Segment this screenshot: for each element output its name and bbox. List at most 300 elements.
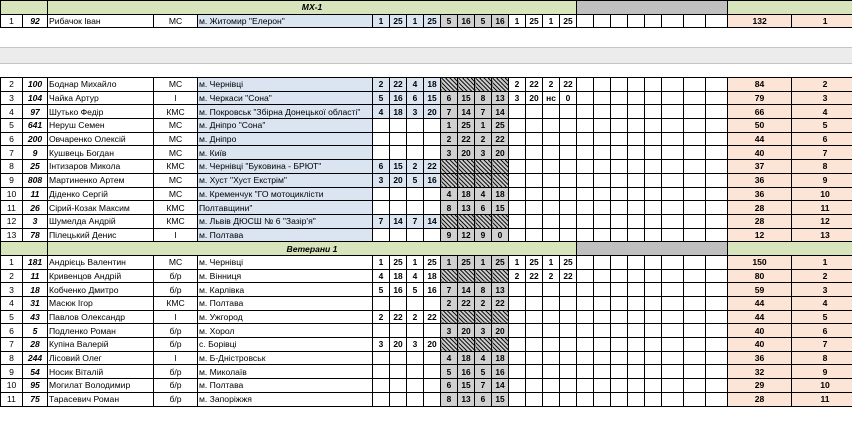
race1-cell [373, 324, 390, 338]
empty-cell [645, 160, 662, 174]
empty-cell [577, 187, 594, 201]
empty-cell [628, 173, 645, 187]
place-cell: 9 [792, 365, 852, 379]
empty-cell [706, 214, 728, 228]
place-cell: 6 [792, 324, 852, 338]
total-points-cell: 150 [728, 255, 792, 269]
bib-number-cell: 808 [23, 173, 48, 187]
race2-cell: 16 [492, 14, 509, 28]
empty-cell [628, 78, 645, 92]
empty-cell [628, 379, 645, 393]
table-row [1, 283, 852, 297]
race1-cell: 7 [373, 214, 390, 228]
empty-cell [684, 132, 706, 146]
race2-cell: 25 [492, 255, 509, 269]
empty-cell [662, 160, 684, 174]
race2-cell: 3 [475, 324, 492, 338]
race2-cell: 20 [492, 146, 509, 160]
rider-name-cell: Андрієць Валентин [48, 255, 154, 269]
place-cell: 10 [792, 187, 852, 201]
empty-cell [684, 187, 706, 201]
empty-cell [645, 324, 662, 338]
empty-cell [706, 351, 728, 365]
empty-cell [594, 78, 611, 92]
bib-number-cell: 641 [23, 119, 48, 133]
empty-cell [594, 310, 611, 324]
race3-cell: 22 [560, 269, 577, 283]
race2-cell [492, 338, 509, 352]
race2-cell: 13 [458, 392, 475, 406]
race3-cell [526, 119, 543, 133]
race3-cell [526, 324, 543, 338]
race2-cell: 18 [492, 187, 509, 201]
empty-cell [684, 78, 706, 92]
empty-cell [594, 119, 611, 133]
empty-cell [662, 351, 684, 365]
place-cell: 7 [792, 338, 852, 352]
row-number-cell: 6 [1, 132, 23, 146]
empty-cell [577, 324, 594, 338]
bib-number-cell: 26 [23, 201, 48, 215]
empty-cell [662, 91, 684, 105]
empty-cell [645, 187, 662, 201]
rider-name-cell: Неруш Семен [48, 119, 154, 133]
race1-cell [373, 379, 390, 393]
section-cell [728, 242, 852, 256]
race3-cell [560, 283, 577, 297]
rider-name-cell: Інтизаров Микола [48, 160, 154, 174]
row-number-cell: 4 [1, 297, 23, 311]
empty-cell [611, 132, 628, 146]
empty-cell [645, 105, 662, 119]
empty-cell [594, 297, 611, 311]
table-row [1, 338, 852, 352]
bib-number-cell: 31 [23, 297, 48, 311]
race2-cell: 22 [458, 297, 475, 311]
bib-number-cell: 92 [23, 14, 48, 28]
empty-cell [594, 146, 611, 160]
city-cell: м. Дніпро "Сона" [198, 119, 373, 133]
bib-number-cell: 78 [23, 228, 48, 242]
empty-cell [611, 214, 628, 228]
city-cell: м. Вінниця [198, 269, 373, 283]
rider-name-cell: Чайка Артур [48, 91, 154, 105]
race3-cell [526, 105, 543, 119]
city-cell: м. Житомир "Елерон" [198, 14, 373, 28]
row-number-cell: 11 [1, 201, 23, 215]
race1-cell: 25 [424, 255, 441, 269]
empty-cell [628, 14, 645, 28]
empty-cell [662, 132, 684, 146]
city-cell: м. Полтава [198, 228, 373, 242]
empty-cell [706, 91, 728, 105]
race2-cell [441, 173, 458, 187]
race1-cell: 25 [424, 14, 441, 28]
race2-cell: 4 [475, 351, 492, 365]
race1-cell: 1 [407, 255, 424, 269]
rank-cell: МС [154, 187, 198, 201]
race1-cell [373, 146, 390, 160]
race1-cell [424, 392, 441, 406]
empty-cell [577, 91, 594, 105]
race1-cell [373, 365, 390, 379]
race1-cell: 20 [424, 105, 441, 119]
race1-cell: 6 [373, 160, 390, 174]
city-cell: м. Хорол [198, 324, 373, 338]
rider-name-cell: Діденко Сергій [48, 187, 154, 201]
rank-cell: б/р [154, 392, 198, 406]
empty-cell [594, 173, 611, 187]
empty-cell [662, 146, 684, 160]
race3-cell: 25 [526, 255, 543, 269]
race1-cell [407, 132, 424, 146]
race3-cell: 2 [509, 78, 526, 92]
row-number-cell: 2 [1, 269, 23, 283]
total-points-cell: 36 [728, 173, 792, 187]
race1-cell: 18 [390, 105, 407, 119]
race1-cell: 15 [390, 160, 407, 174]
empty-cell [577, 365, 594, 379]
race1-cell [424, 119, 441, 133]
empty-cell [645, 173, 662, 187]
empty-cell [594, 105, 611, 119]
rider-name-cell: Подленко Роман [48, 324, 154, 338]
empty-cell [645, 14, 662, 28]
race2-cell: 18 [492, 351, 509, 365]
race1-cell [390, 324, 407, 338]
empty-cell [645, 283, 662, 297]
race3-cell: 2 [543, 78, 560, 92]
race3-cell [526, 214, 543, 228]
empty-cell [684, 160, 706, 174]
row-number-cell: 5 [1, 310, 23, 324]
race3-cell [560, 228, 577, 242]
empty-cell [628, 324, 645, 338]
city-cell: с. Борівці [198, 338, 373, 352]
race1-cell: 2 [373, 78, 390, 92]
bib-number-cell: 75 [23, 392, 48, 406]
race1-cell [390, 297, 407, 311]
total-points-cell: 44 [728, 297, 792, 311]
empty-cell [684, 255, 706, 269]
race3-cell: 1 [543, 255, 560, 269]
empty-cell [628, 255, 645, 269]
total-points-cell: 32 [728, 365, 792, 379]
row-number-cell: 7 [1, 338, 23, 352]
race1-cell [424, 132, 441, 146]
race3-cell [560, 392, 577, 406]
city-cell: м. Полтава [198, 297, 373, 311]
empty-cell [611, 14, 628, 28]
total-points-cell: 40 [728, 338, 792, 352]
race2-cell: 3 [441, 146, 458, 160]
race3-cell [560, 365, 577, 379]
race1-cell [407, 146, 424, 160]
total-points-cell: 50 [728, 119, 792, 133]
race1-cell [390, 379, 407, 393]
empty-cell [662, 173, 684, 187]
race2-cell [475, 310, 492, 324]
race3-cell [560, 146, 577, 160]
race2-cell: 6 [441, 91, 458, 105]
empty-cell [706, 173, 728, 187]
race3-cell: 22 [526, 78, 543, 92]
race3-cell [560, 351, 577, 365]
race2-cell [441, 338, 458, 352]
empty-cell [577, 14, 594, 28]
race3-cell [543, 297, 560, 311]
race1-cell [407, 297, 424, 311]
race2-cell [458, 160, 475, 174]
bib-number-cell: 11 [23, 269, 48, 283]
empty-cell [662, 310, 684, 324]
total-points-cell: 44 [728, 310, 792, 324]
empty-cell [577, 132, 594, 146]
empty-cell [594, 324, 611, 338]
race1-cell: 7 [407, 214, 424, 228]
bib-number-cell: 181 [23, 255, 48, 269]
bib-number-cell: 25 [23, 160, 48, 174]
rider-name-cell: Могилат Володимир [48, 379, 154, 393]
race3-cell: нс [543, 91, 560, 105]
race3-cell [543, 160, 560, 174]
race1-cell [390, 187, 407, 201]
empty-cell [577, 78, 594, 92]
race1-cell: 4 [373, 105, 390, 119]
race1-cell [424, 324, 441, 338]
row-number-cell: 3 [1, 91, 23, 105]
race1-cell [424, 146, 441, 160]
empty-cell [611, 338, 628, 352]
race1-cell [407, 392, 424, 406]
empty-cell [611, 283, 628, 297]
empty-cell [645, 269, 662, 283]
rank-cell: б/р [154, 269, 198, 283]
race1-cell [407, 201, 424, 215]
empty-cell [577, 105, 594, 119]
city-cell: м. Черкаси "Сона" [198, 91, 373, 105]
bib-number-cell: 244 [23, 351, 48, 365]
empty-cell [662, 392, 684, 406]
race1-cell: 18 [424, 269, 441, 283]
table-row [1, 379, 852, 393]
empty-cell [594, 187, 611, 201]
race2-cell: 15 [458, 91, 475, 105]
race2-cell [458, 269, 475, 283]
place-cell: 6 [792, 132, 852, 146]
rank-cell: МС [154, 255, 198, 269]
race1-cell: 25 [390, 255, 407, 269]
empty-cell [628, 365, 645, 379]
total-points-cell: 66 [728, 105, 792, 119]
race2-cell: 6 [475, 392, 492, 406]
race1-cell [424, 297, 441, 311]
race1-cell [424, 379, 441, 393]
city-cell: м. Чернівці [198, 255, 373, 269]
race3-cell [509, 214, 526, 228]
empty-cell [662, 365, 684, 379]
race3-cell [543, 365, 560, 379]
race2-cell: 8 [441, 201, 458, 215]
empty-cell [594, 283, 611, 297]
race3-cell [560, 173, 577, 187]
empty-cell [611, 310, 628, 324]
empty-cell [594, 91, 611, 105]
total-points-cell: 59 [728, 283, 792, 297]
race1-cell: 5 [373, 91, 390, 105]
race1-cell [390, 351, 407, 365]
race1-cell [390, 201, 407, 215]
empty-cell [684, 379, 706, 393]
place-cell: 2 [792, 78, 852, 92]
empty-cell [628, 119, 645, 133]
rank-cell: КМС [154, 297, 198, 311]
race3-cell [543, 187, 560, 201]
empty-cell [706, 310, 728, 324]
place-cell: 5 [792, 119, 852, 133]
race3-cell: 25 [526, 14, 543, 28]
table-row [1, 105, 852, 119]
race3-cell: 2 [509, 269, 526, 283]
race1-cell: 16 [390, 91, 407, 105]
race2-cell: 5 [441, 365, 458, 379]
race3-cell: 22 [560, 78, 577, 92]
rider-name-cell: Носик Віталій [48, 365, 154, 379]
rank-cell: МС [154, 119, 198, 133]
empty-cell [706, 255, 728, 269]
race3-cell [526, 201, 543, 215]
rank-cell: МС [154, 173, 198, 187]
empty-cell [628, 132, 645, 146]
empty-cell [611, 365, 628, 379]
race1-cell: 2 [407, 160, 424, 174]
city-cell: м. Покровськ "Збірна Донецької області" [198, 105, 373, 119]
table-row [1, 119, 852, 133]
race1-cell: 2 [407, 310, 424, 324]
race3-cell [509, 379, 526, 393]
table-row [1, 14, 852, 28]
empty-cell [594, 228, 611, 242]
empty-cell [706, 392, 728, 406]
rider-name-cell: Лісовий Олег [48, 351, 154, 365]
bib-number-cell: 43 [23, 310, 48, 324]
race3-cell [526, 146, 543, 160]
section-cell [1, 1, 48, 15]
race1-cell: 6 [407, 91, 424, 105]
race3-cell [543, 119, 560, 133]
empty-cell [628, 91, 645, 105]
city-cell: м. Ужгород [198, 310, 373, 324]
empty-cell [706, 201, 728, 215]
section-title: Ветерани 1 [48, 242, 577, 256]
race2-cell [441, 269, 458, 283]
race3-cell [509, 201, 526, 215]
bib-number-cell: 95 [23, 379, 48, 393]
table-row [1, 187, 852, 201]
race2-cell [492, 173, 509, 187]
bib-number-cell: 97 [23, 105, 48, 119]
race1-cell: 5 [407, 173, 424, 187]
race1-cell [373, 392, 390, 406]
race2-cell [492, 269, 509, 283]
race2-cell: 2 [441, 132, 458, 146]
race1-cell: 25 [390, 14, 407, 28]
race2-cell [441, 78, 458, 92]
race1-cell: 22 [424, 160, 441, 174]
race3-cell [543, 228, 560, 242]
race1-cell: 16 [424, 283, 441, 297]
row-number-cell: 1 [1, 255, 23, 269]
total-points-cell: 37 [728, 160, 792, 174]
race3-cell [509, 338, 526, 352]
rank-cell: КМС [154, 105, 198, 119]
race3-cell [560, 338, 577, 352]
empty-cell [706, 132, 728, 146]
top-results-table [0, 0, 852, 28]
empty-cell [577, 379, 594, 393]
race2-cell: 13 [492, 91, 509, 105]
section-cell [1, 242, 48, 256]
race2-cell: 7 [475, 379, 492, 393]
race1-cell [390, 119, 407, 133]
race3-cell [509, 146, 526, 160]
race3-cell [543, 146, 560, 160]
empty-cell [611, 160, 628, 174]
rider-name-cell: Рибачок Іван [48, 14, 154, 28]
empty-cell [662, 201, 684, 215]
race1-cell [373, 119, 390, 133]
empty-cell [594, 269, 611, 283]
race1-cell [390, 392, 407, 406]
empty-cell [645, 338, 662, 352]
race3-cell: 1 [509, 255, 526, 269]
empty-cell [684, 14, 706, 28]
race1-cell: 15 [424, 91, 441, 105]
empty-cell [611, 392, 628, 406]
empty-cell [684, 173, 706, 187]
empty-cell [706, 269, 728, 283]
race1-cell [407, 228, 424, 242]
row-number-cell: 12 [1, 214, 23, 228]
row-number-cell: 10 [1, 379, 23, 393]
empty-cell [684, 283, 706, 297]
race3-cell [543, 283, 560, 297]
rank-cell: КМС [154, 214, 198, 228]
race2-cell: 16 [458, 14, 475, 28]
race3-cell [543, 105, 560, 119]
rider-name-cell: Кривенцов Андрій [48, 269, 154, 283]
city-cell: м. Карлівка [198, 283, 373, 297]
empty-cell [577, 119, 594, 133]
total-points-cell: 12 [728, 228, 792, 242]
race3-cell [560, 160, 577, 174]
total-points-cell: 36 [728, 187, 792, 201]
bib-number-cell: 28 [23, 338, 48, 352]
row-number-cell: 1 [1, 14, 23, 28]
race3-cell [560, 379, 577, 393]
place-cell: 3 [792, 283, 852, 297]
rank-cell: І [154, 228, 198, 242]
rider-name-cell: Пілецький Денис [48, 228, 154, 242]
race1-cell: 22 [390, 310, 407, 324]
total-points-cell: 84 [728, 78, 792, 92]
table-row [1, 78, 852, 92]
race2-cell: 2 [475, 297, 492, 311]
race1-cell: 4 [407, 269, 424, 283]
empty-cell [684, 146, 706, 160]
row-number-cell: 5 [1, 119, 23, 133]
race2-cell: 1 [441, 255, 458, 269]
